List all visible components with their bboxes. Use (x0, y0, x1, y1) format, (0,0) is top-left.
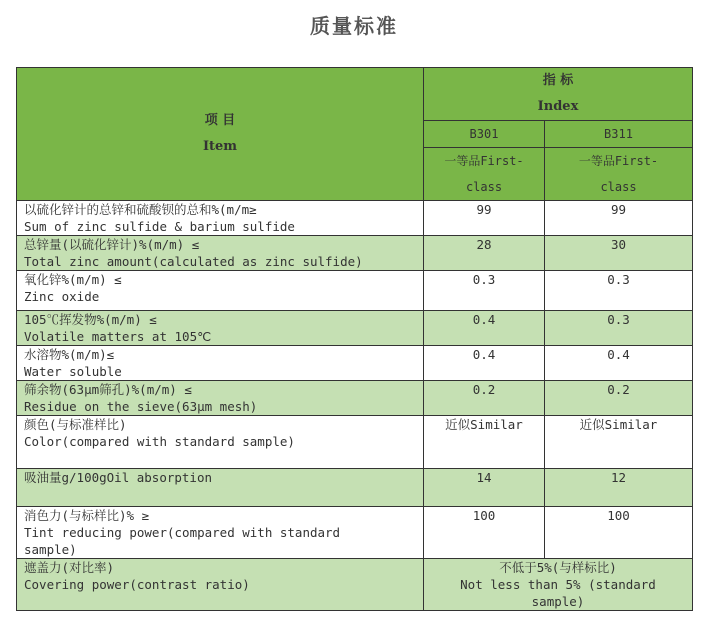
value-b311: 99 (545, 201, 693, 236)
table-row (17, 416, 693, 469)
item-cell: 遮盖力(对比率) Covering power(contrast ratio) (17, 559, 424, 611)
header-row-index (17, 68, 693, 121)
header-item-cn: 项 目 (204, 113, 236, 128)
header-class-b301: 一等品First- class (424, 148, 545, 201)
item-cell: 水溶物%(m/m)≤ Water soluble (17, 346, 424, 381)
header-item-en: Item (202, 139, 238, 154)
value-b301: 99 (424, 201, 545, 236)
header-item-cell (17, 68, 424, 201)
header-index-cell (424, 68, 693, 121)
item-cell: 吸油量g/100gOil absorption (17, 469, 424, 507)
item-cell: 105℃挥发物%(m/m) ≤ Volatile matters at 105℃ (17, 311, 424, 346)
value-b311: 0.4 (545, 346, 693, 381)
item-cell: 筛余物(63μm筛孔)%(m/m) ≤ Residue on the sieve(63μm mesh) (17, 381, 424, 416)
header-index-en: Index (537, 99, 579, 114)
table-row (17, 271, 693, 311)
value-b301: 100 (424, 507, 545, 559)
value-b311: 100 (545, 507, 693, 559)
value-b301: 0.4 (424, 346, 545, 381)
value-b301: 14 (424, 469, 545, 507)
value-b301: 0.3 (424, 271, 545, 311)
value-b301: 0.4 (424, 311, 545, 346)
table-row (17, 507, 693, 559)
table-row (17, 559, 693, 611)
table-row (17, 236, 693, 271)
header-class-b311: 一等品First- class (545, 148, 693, 201)
item-cell: 以硫化锌计的总锌和硫酸钡的总和%(m/m≥ Sum of zinc sulfide & barium sulfide (17, 201, 424, 236)
value-b311: 0.2 (545, 381, 693, 416)
table-row (17, 311, 693, 346)
page-title: 质量标准 (310, 14, 398, 38)
header-grade-b301: B301 (424, 121, 545, 148)
quality-standard-table (16, 67, 693, 611)
value-b301: 近似Similar (424, 416, 545, 469)
header-grade-b311: B311 (545, 121, 693, 148)
item-cell: 氧化锌%(m/m) ≤ Zinc oxide (17, 271, 424, 311)
table-row (17, 201, 693, 236)
item-cell: 总锌量(以硫化锌计)%(m/m) ≤ Total zinc amount(calculated as zinc sulfide) (17, 236, 424, 271)
header-index-cn: 指 标 (542, 73, 574, 88)
table-row (17, 346, 693, 381)
value-b311: 0.3 (545, 271, 693, 311)
table-row (17, 381, 693, 416)
value-b311: 30 (545, 236, 693, 271)
value-b311: 12 (545, 469, 693, 507)
item-cell: 颜色(与标准样比) Color(compared with standard sample) (17, 416, 424, 469)
value-merged: 不低于5%(与样标比) Not less than 5% (standard sample) (424, 559, 693, 611)
value-b301: 0.2 (424, 381, 545, 416)
table-row (17, 469, 693, 507)
value-b311: 0.3 (545, 311, 693, 346)
value-b311: 近似Similar (545, 416, 693, 469)
item-cell: 消色力(与标样比)% ≥ Tint reducing power(compared with standard sample) (17, 507, 424, 559)
value-b301: 28 (424, 236, 545, 271)
